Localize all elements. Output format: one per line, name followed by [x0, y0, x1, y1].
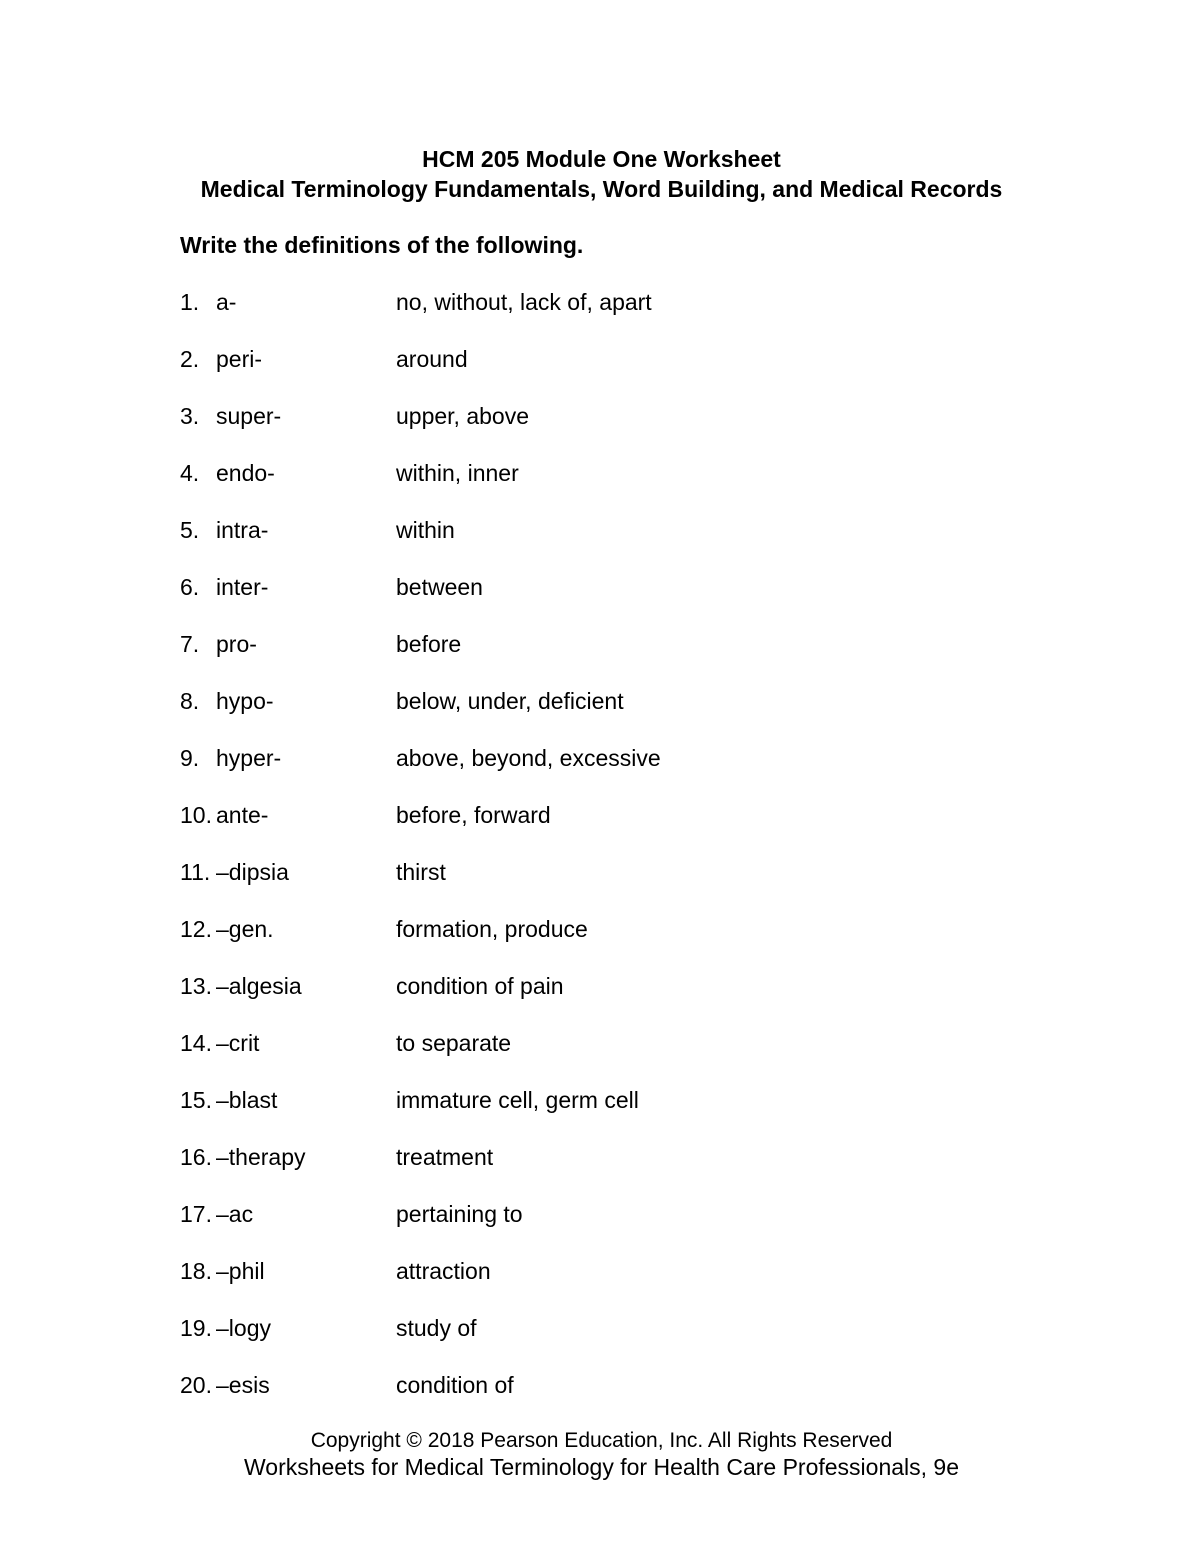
worksheet-item: [180, 972, 1023, 1000]
item-number: 5.: [180, 517, 200, 543]
worksheet-item: [180, 801, 1023, 829]
item-definition: condition of: [396, 1372, 514, 1398]
item-definition: above, beyond, excessive: [396, 745, 661, 771]
worksheet-item: [180, 1314, 1023, 1342]
item-number: 14.: [180, 1030, 212, 1056]
definitions-list: [180, 288, 1023, 1399]
item-definition: between: [396, 574, 483, 600]
worksheet-item: [180, 1371, 1023, 1399]
worksheet-item: [180, 1257, 1023, 1285]
item-number: 9.: [180, 745, 200, 771]
worksheet-item: [180, 630, 1023, 658]
item-term: –gen.: [216, 916, 274, 942]
title-line-2: Medical Terminology Fundamentals, Word Building, and Medical Records: [200, 176, 1003, 202]
worksheet-item: [180, 345, 1023, 373]
worksheet-item: [180, 573, 1023, 601]
worksheet-item: [180, 915, 1023, 943]
worksheet-item: [180, 1086, 1023, 1114]
item-number: 15.: [180, 1087, 212, 1113]
item-definition: below, under, deficient: [396, 688, 624, 714]
item-term: –phil: [216, 1258, 265, 1284]
item-term: inter-: [216, 574, 269, 600]
item-definition: before, forward: [396, 802, 551, 828]
item-term: –therapy: [216, 1144, 306, 1170]
footer-book-title: Worksheets for Medical Terminology for Health Care Professionals, 9e: [243, 1454, 960, 1480]
item-number: 10.: [180, 802, 212, 828]
item-number: 12.: [180, 916, 212, 942]
item-term: –crit: [216, 1030, 260, 1056]
item-definition: around: [396, 346, 468, 372]
item-term: –logy: [216, 1315, 271, 1341]
worksheet-item: [180, 288, 1023, 316]
worksheet-item: [180, 1029, 1023, 1057]
item-term: –dipsia: [216, 859, 289, 885]
item-term: hyper-: [216, 745, 282, 771]
item-number: 16.: [180, 1144, 212, 1170]
item-definition: condition of pain: [396, 973, 564, 999]
item-term: –blast: [216, 1087, 278, 1113]
item-definition: within: [396, 517, 455, 543]
item-number: 2.: [180, 346, 200, 372]
worksheet-item: [180, 402, 1023, 430]
item-term: –ac: [216, 1201, 254, 1227]
worksheet-item: [180, 1143, 1023, 1171]
item-definition: immature cell, germ cell: [396, 1087, 639, 1113]
item-definition: study of: [396, 1315, 477, 1341]
worksheet-item: [180, 459, 1023, 487]
item-term: intra-: [216, 517, 269, 543]
item-definition: to separate: [396, 1030, 512, 1056]
item-number: 4.: [180, 460, 200, 486]
page-footer: [180, 1428, 1023, 1481]
item-definition: no, without, lack of, apart: [396, 289, 652, 315]
item-definition: treatment: [396, 1144, 494, 1170]
item-number: 18.: [180, 1258, 212, 1284]
instruction-text: Write the definitions of the following.: [180, 232, 584, 258]
item-number: 11.: [180, 859, 211, 885]
worksheet-item: [180, 858, 1023, 886]
item-number: 13.: [180, 973, 212, 999]
item-number: 8.: [180, 688, 200, 714]
worksheet-item: [180, 516, 1023, 544]
worksheet-item: [180, 744, 1023, 772]
item-number: 7.: [180, 631, 200, 657]
item-number: 6.: [180, 574, 200, 600]
item-number: 17.: [180, 1201, 212, 1227]
worksheet-item: [180, 1200, 1023, 1228]
item-term: a-: [216, 289, 237, 315]
item-term: –esis: [216, 1372, 270, 1398]
item-number: 20.: [180, 1372, 212, 1398]
worksheet-item: [180, 687, 1023, 715]
item-definition: pertaining to: [396, 1201, 523, 1227]
item-number: 3.: [180, 403, 200, 429]
item-definition: thirst: [396, 859, 446, 885]
footer-copyright: Copyright © 2018 Pearson Education, Inc. All Rights Reserved: [310, 1429, 893, 1452]
worksheet-title: [180, 144, 1023, 204]
item-term: peri-: [216, 346, 263, 372]
item-term: hypo-: [216, 688, 274, 714]
item-term: ante-: [216, 802, 269, 828]
item-term: –algesia: [216, 973, 302, 999]
item-definition: formation, produce: [396, 916, 588, 942]
item-number: 19.: [180, 1315, 212, 1341]
title-line-1: HCM 205 Module One Worksheet: [422, 146, 781, 172]
item-number: 1.: [180, 289, 200, 315]
item-term: pro-: [216, 631, 257, 657]
item-definition: attraction: [396, 1258, 491, 1284]
item-definition: within, inner: [396, 460, 519, 486]
item-term: endo-: [216, 460, 275, 486]
item-definition: before: [396, 631, 462, 657]
item-definition: upper, above: [396, 403, 530, 429]
item-term: super-: [216, 403, 282, 429]
